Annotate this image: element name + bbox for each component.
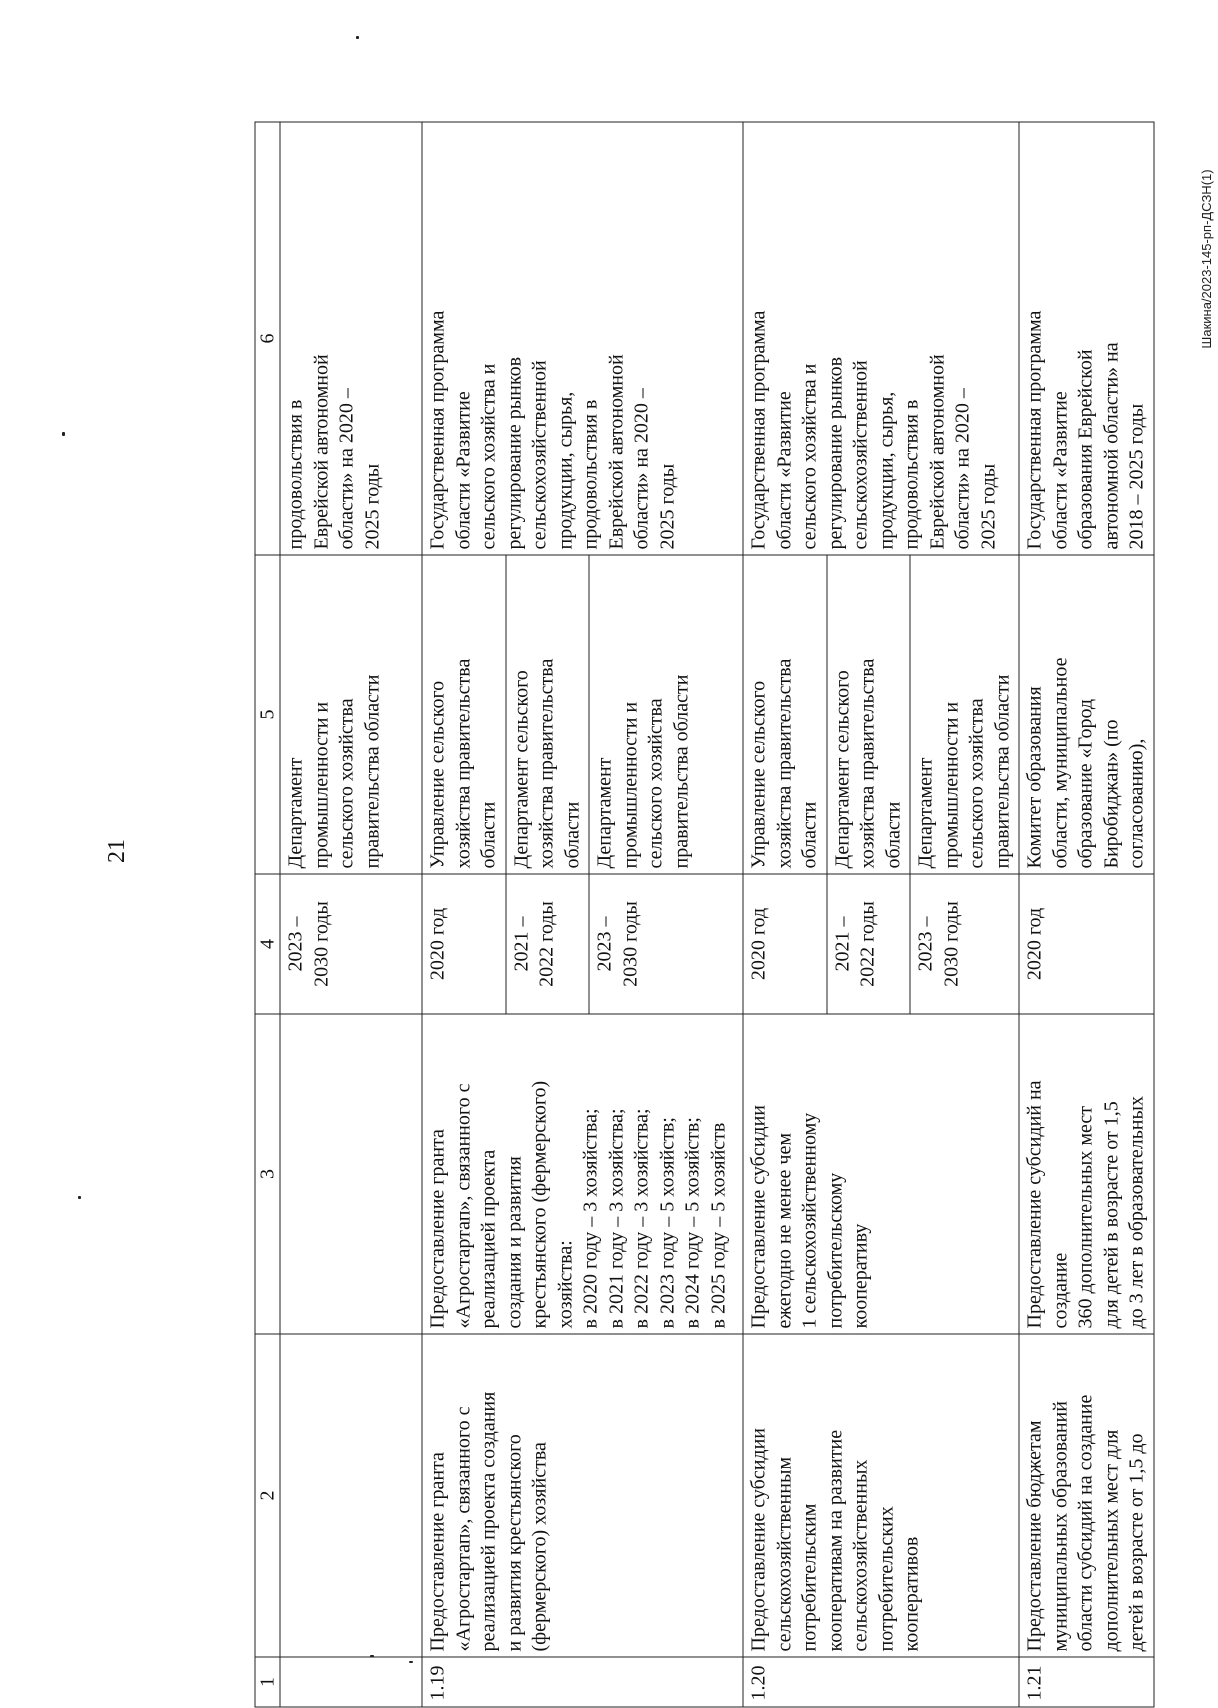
measure-text: Предоставление бюджетам муниципальных образований области субсидий на создание дополнительных мест для детей в возрасте от 1,5 до [1023,1394,1148,1652]
period-cell [910,874,1019,1014]
program-cell [422,122,743,555]
page-number: 21 [104,839,130,863]
rotated-table-container [255,123,1148,1708]
measure-cell [280,1334,422,1657]
executor-text: Комитет образования области, муниципальное образование «Город Биробиджан» (по согласованию), [1023,657,1148,869]
executor-text: Департамент промышленности и сельского хозяйства правительства области [593,674,692,869]
executor-text: Управление сельского хозяйства правительства области [747,658,821,869]
result-cell [280,1014,422,1334]
row-number: 1.20 [747,1665,770,1701]
period-text: 2021 – 2022 годы [831,901,879,987]
col-header-4: 4 [255,874,280,1014]
period-text: 2023 – 2030 годы [593,901,641,987]
period-text: 2020 год [747,907,770,981]
table-row [1019,122,1154,1707]
num-cell [1019,1657,1154,1707]
document-code: Шакина/2023-145-рп-ДСЗН(1) [1199,169,1214,349]
measure-text: Предоставление гранта «Агростартап», связанного с реализацией проекта создания и развития крестьянского (фермерского) хозяйства [426,1391,551,1652]
measures-table [255,122,1155,1708]
result-text: Предоставление субсидии ежегодно не менее чем 1 сельскохозяйственному потребительскому кооперативу [747,1105,872,1329]
period-text: 2020 год [1023,907,1046,981]
table-row [422,122,506,1707]
num-cell [422,1657,743,1707]
measure-cell [422,1334,743,1657]
period-cell [589,874,743,1014]
scan-speck [62,432,65,436]
executor-text: Департамент сельского хозяйства правительства области [831,658,904,869]
program-text: Государственная программа области «Развитие сельского хозяйства и регулирование рынков сельскохозяйственной продукции, сырья, продовольствия в Еврейской автономной области» на 2020 – 2025 годы [747,310,999,550]
program-text: продовольствия в Еврейской автономной области» на 2020 – 2025 годы [284,354,383,550]
num-cell [743,1657,1019,1707]
result-cell [422,1014,743,1334]
period-cell [1019,874,1154,1014]
col-header-6: 6 [255,122,280,555]
executor-cell [1019,555,1154,874]
result-cell [743,1014,1019,1334]
period-text: 2023 – 2030 годы [914,901,962,987]
result-cell [1019,1014,1154,1334]
executor-cell [422,555,506,874]
program-cell [743,122,1019,555]
period-text: 2023 – 2030 годы [284,901,332,987]
table-row [743,122,827,1707]
table-row-continued [280,122,422,1707]
program-cell [1019,122,1154,555]
executor-cell [910,555,1019,874]
row-number: 1.21 [1023,1665,1046,1701]
program-cell [280,122,422,555]
num-cell [280,1657,422,1707]
measure-cell [1019,1334,1154,1657]
executor-text: Департамент сельского хозяйства правительства области [510,658,583,869]
period-cell [743,874,827,1014]
result-text: Предоставление гранта «Агростартап», связанного с реализацией проекта создания и развития крестьянского (фермерского) хозяйства: в 2020 году – 3 хозяйства; в 2021 году – 3 хозяйства; в 2022 году – 3 хозяйства; в 2023 году – 5 хозяйств; в 2024 году – 5 хозяйств; в 2025 году – 5 хозяйств [426,1080,729,1329]
scan-speck [356,36,359,39]
program-text: Государственная программа области «Развитие образования Еврейской автономной области» на 2018 – 2025 годы [1023,310,1148,550]
executor-cell [589,555,743,874]
period-cell [506,874,590,1014]
col-header-3: 3 [255,1014,280,1334]
measure-cell [743,1334,1019,1657]
period-cell [280,874,422,1014]
executor-cell [506,555,590,874]
program-text: Государственная программа области «Развитие сельского хозяйства и регулирование рынков сельскохозяйственной продукции, сырья, продовольствия в Еврейской автономной области» на 2020 – 2025 годы [426,310,678,550]
col-header-2: 2 [255,1334,280,1657]
executor-text: Управление сельского хозяйства правительства области [426,658,500,869]
period-cell [422,874,506,1014]
row-number: 1.19 [426,1665,449,1701]
header-row [255,122,280,1707]
executor-cell [827,555,911,874]
executor-text: Департамент промышленности и сельского хозяйства правительства области [914,674,1013,869]
col-header-1: 1 [255,1657,280,1707]
executor-text: Департамент промышленности и сельского хозяйства правительства области [284,674,383,869]
col-header-5: 5 [255,555,280,874]
measure-text: Предоставление субсидии сельскохозяйственным потребительским кооперативам на развитие сельскохозяйственных потребительских кооперативов [747,1428,923,1652]
result-text: Предоставление субсидий на создание 360 дополнительных мест для детей в возрасте от 1,5 до 3 лет в образовательных [1023,1080,1148,1329]
period-cell [827,874,911,1014]
executor-cell [743,555,827,874]
executor-cell [280,555,422,874]
scan-speck [78,1196,81,1199]
period-text: 2020 год [426,907,449,981]
period-text: 2021 – 2022 годы [510,901,558,987]
